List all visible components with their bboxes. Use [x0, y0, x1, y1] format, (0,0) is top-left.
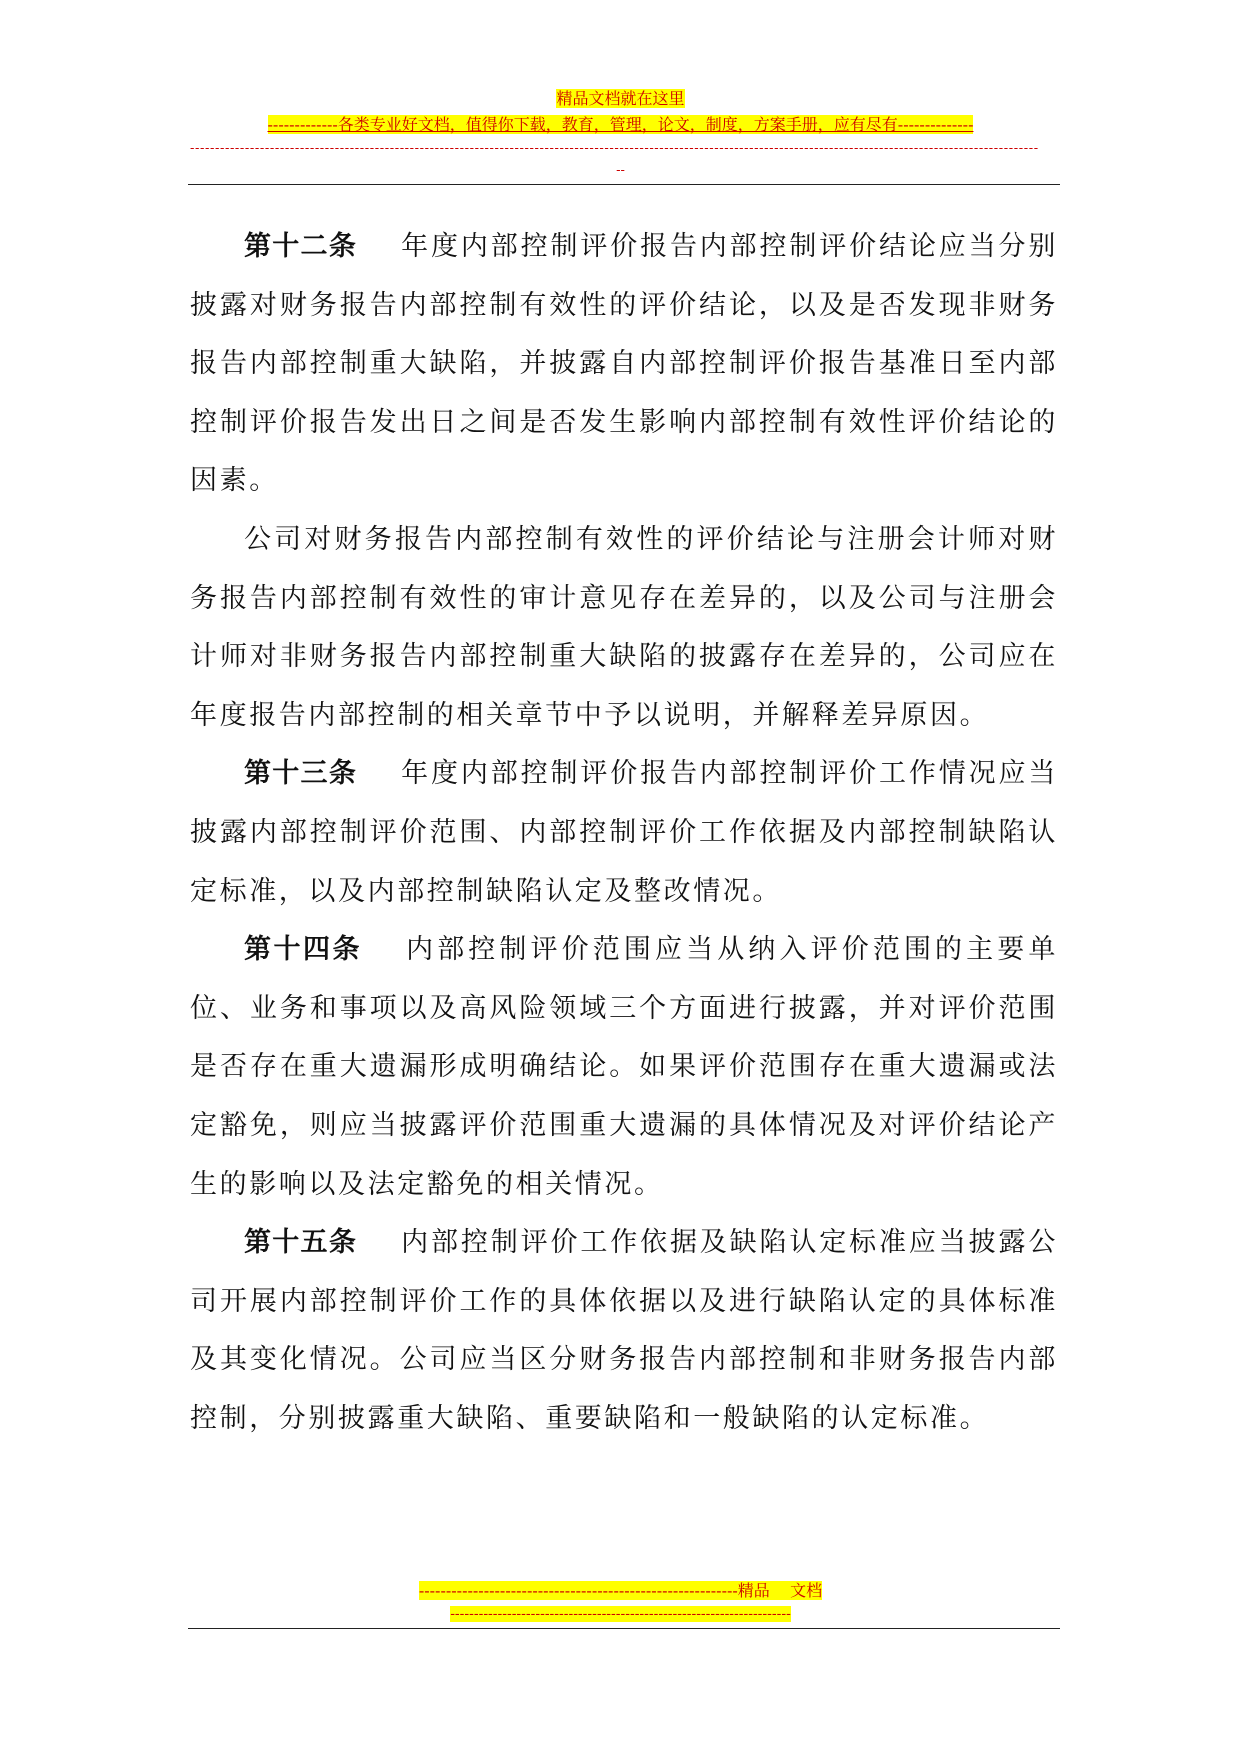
article-12-paragraph — [190, 218, 1058, 511]
article-14-paragraph — [190, 921, 1058, 1214]
header-dash-short: -- — [616, 163, 625, 178]
article-number: 第十四条 — [244, 934, 363, 966]
footer-line-1 — [0, 1580, 1241, 1602]
article-text: 年度内部控制评价报告内部控制评价工作情况应当披露内部控制评价范围、内部控制评价工作依据及内部控制缺陷认定标准，以及内部控制缺陷认定及整改情况。 — [190, 758, 1059, 907]
footer-line-2 — [0, 1603, 1241, 1624]
footer-line-2-text: ------------------------------------------------------------------------ — [450, 1606, 791, 1622]
footer-divider — [188, 1628, 1060, 1629]
paragraph-text: 公司对财务报告内部控制有效性的评价结论与注册会计师对财务报告内部控制有效性的审计意见存在差异的，以及公司与注册会计师对非财务报告内部控制重大缺陷的披露存在差异的，公司应在年度报告内部控制的相关章节中予以说明，并解释差异原因。 — [190, 523, 1058, 731]
article-number: 第十三条 — [244, 758, 358, 790]
article-text: 年度内部控制评价报告内部控制评价结论应当分别披露对财务报告内部控制有效性的评价结论，以及是否发现非财务报告内部控制重大缺陷，并披露自内部控制评价报告基准日至内部控制评价报告发出日之间是否发生影响内部控制有效性评价结论的因素。 — [190, 231, 1059, 497]
header-dash-line: -------------------------------------------------------------------------------------------------------------------------------------------------------------------------- — [190, 141, 1039, 156]
header-title — [0, 88, 1241, 110]
header-title-text: 精品文档就在这里 — [556, 89, 685, 108]
article-13-paragraph — [190, 745, 1058, 921]
article-number: 第十五条 — [244, 1227, 358, 1259]
header-subtitle-text: -------------各类专业好文档，值得你下载，教育，管理，论文，制度，方案手册，应有尽有-------------- — [267, 115, 974, 134]
article-text: 内部控制评价工作依据及缺陷认定标准应当披露公司开展内部控制评价工作的具体依据以及进行缺陷认定的具体标准及其变化情况。公司应当区分财务报告内部控制和非财务报告内部控制，分别披露重大缺陷、重要缺陷和一般缺陷的认定标准。 — [190, 1227, 1059, 1434]
header-subtitle — [0, 114, 1241, 136]
article-text: 内部控制评价范围应当从纳入评价范围的主要单位、业务和事项以及高风险领域三个方面进行披露，并对评价范围是否存在重大遗漏形成明确结论。如果评价范围存在重大遗漏或法定豁免，则应当披露评价范围重大遗漏的具体情况及对评价结论产生的影响以及法定豁免的相关情况。 — [190, 934, 1059, 1200]
document-body — [190, 218, 1058, 1448]
header-divider — [188, 184, 1060, 185]
article-number: 第十二条 — [244, 231, 358, 262]
footer-line-1-text: -----------------------------------------------------------精品 文档 — [418, 1581, 823, 1600]
article-12-continuation-paragraph — [190, 511, 1058, 745]
article-15-paragraph — [190, 1214, 1058, 1448]
